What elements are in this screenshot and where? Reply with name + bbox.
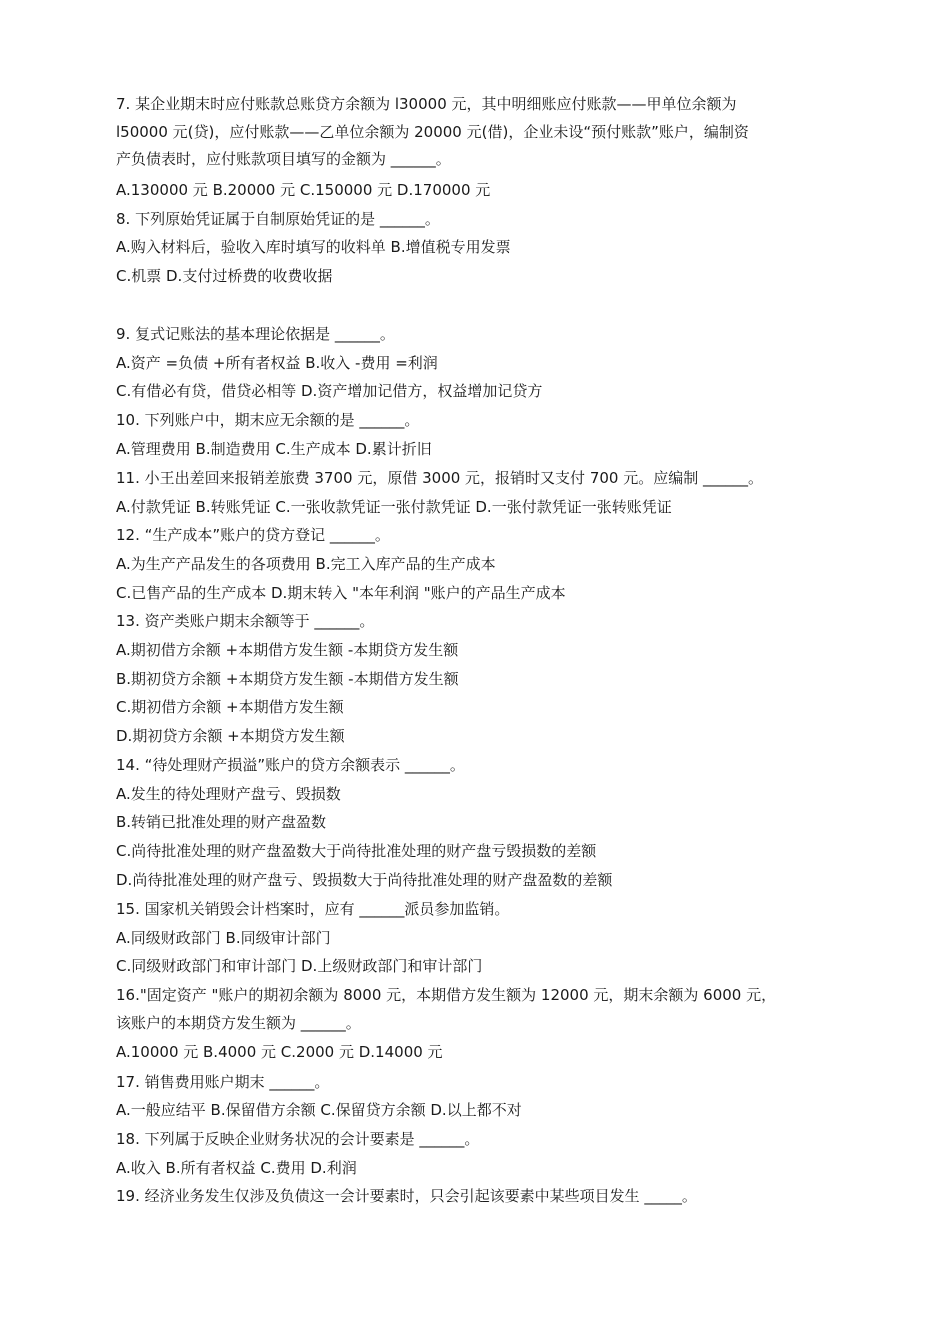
q16-line-1: 16."固定资产 "账户的期初余额为 8000 元，本期借方发生额为 12000 元，期末余额为 6000 元， bbox=[116, 986, 777, 1004]
q14-option-b: B.转销已批准处理的财产盘盈数 bbox=[116, 813, 327, 831]
q7-line-1: 7. 某企业期末时应付账款总账贷方余额为 l30000 元，其中明细账应付账款——甲单位余额为 bbox=[116, 95, 737, 113]
q15-stem: 15. 国家机关销毁会计档案时，应有 ______派员参加监销。 bbox=[116, 900, 510, 918]
q13-stem: 13. 资产类账户期末余额等于 ______。 bbox=[116, 612, 375, 630]
q13-option-d: D.期初贷方余额 +本期贷方发生额 bbox=[116, 727, 345, 745]
q13-option-b: B.期初贷方余额 +本期贷方发生额 -本期借方发生额 bbox=[116, 670, 459, 688]
q16-options: A.10000 元 B.4000 元 C.2000 元 D.14000 元 bbox=[116, 1043, 443, 1061]
q10-options: A.管理费用 B.制造费用 C.生产成本 D.累计折旧 bbox=[116, 440, 432, 458]
q13-option-a: A.期初借方余额 +本期借方发生额 -本期贷方发生额 bbox=[116, 641, 459, 659]
q9-options-cd: C.有借必有贷，借贷必相等 D.资产增加记借方，权益增加记贷方 bbox=[116, 382, 543, 400]
q8-options-ab: A.购入材料后，验收入库时填写的收料单 B.增值税专用发票 bbox=[116, 238, 511, 256]
q17-stem: 17. 销售费用账户期末 ______。 bbox=[116, 1073, 330, 1091]
q14-stem: 14. “待处理财产损溢”账户的贷方余额表示 ______。 bbox=[116, 756, 465, 774]
q16-line-2: 该账户的本期贷方发生额为 ______。 bbox=[116, 1014, 361, 1032]
q12-stem: 12. “生产成本”账户的贷方登记 ______。 bbox=[116, 526, 390, 544]
q9-options-ab: A.资产 =负债 +所有者权益 B.收入 -费用 =利润 bbox=[116, 354, 438, 372]
q19-stem: 19. 经济业务发生仅涉及负债这一会计要素时，只会引起该要素中某些项目发生 _____。 bbox=[116, 1187, 697, 1205]
q12-options-ab: A.为生产产品发生的各项费用 B.完工入库产品的生产成本 bbox=[116, 555, 496, 573]
q7-options: A.130000 元 B.20000 元 C.150000 元 D.170000 元 bbox=[116, 181, 491, 199]
q18-options: A.收入 B.所有者权益 C.费用 D.利润 bbox=[116, 1159, 357, 1177]
q10-stem: 10. 下列账户中，期末应无余额的是 ______。 bbox=[116, 411, 420, 429]
q11-options: A.付款凭证 B.转账凭证 C.一张收款凭证一张付款凭证 D.一张付款凭证一张转账凭证 bbox=[116, 498, 672, 516]
q11-stem: 11. 小王出差回来报销差旅费 3700 元，原借 3000 元，报销时又支付 700 元。应编制 ______。 bbox=[116, 469, 763, 487]
q14-option-c: C.尚待批准处理的财产盘盈数大于尚待批准处理的财产盘亏毁损数的差额 bbox=[116, 842, 597, 860]
q15-options-cd: C.同级财政部门和审计部门 D.上级财政部门和审计部门 bbox=[116, 957, 483, 975]
q7-line-2: l50000 元(贷)，应付账款——乙单位余额为 20000 元(借)，企业未设“预付账款”账户，编制资 bbox=[116, 123, 749, 141]
q18-stem: 18. 下列属于反映企业财务状况的会计要素是 ______。 bbox=[116, 1130, 480, 1148]
q14-option-a: A.发生的待处理财产盘亏、毁损数 bbox=[116, 785, 341, 803]
q13-option-c: C.期初借方余额 +本期借方发生额 bbox=[116, 698, 344, 716]
q7-line-3: 产负债表时，应付账款项目填写的金额为 ______。 bbox=[116, 150, 451, 168]
q8-stem: 8. 下列原始凭证属于自制原始凭证的是 ______。 bbox=[116, 210, 440, 228]
q9-stem: 9. 复式记账法的基本理论依据是 ______。 bbox=[116, 325, 395, 343]
q8-options-cd: C.机票 D.支付过桥费的收费收据 bbox=[116, 267, 333, 285]
q15-options-ab: A.同级财政部门 B.同级审计部门 bbox=[116, 929, 331, 947]
q14-option-d: D.尚待批准处理的财产盘亏、毁损数大于尚待批准处理的财产盘盈数的差额 bbox=[116, 871, 613, 889]
q17-options: A.一般应结平 B.保留借方余额 C.保留贷方余额 D.以上都不对 bbox=[116, 1101, 522, 1119]
q12-options-cd: C.已售产品的生产成本 D.期末转入 "本年利润 "账户的产品生产成本 bbox=[116, 584, 566, 602]
